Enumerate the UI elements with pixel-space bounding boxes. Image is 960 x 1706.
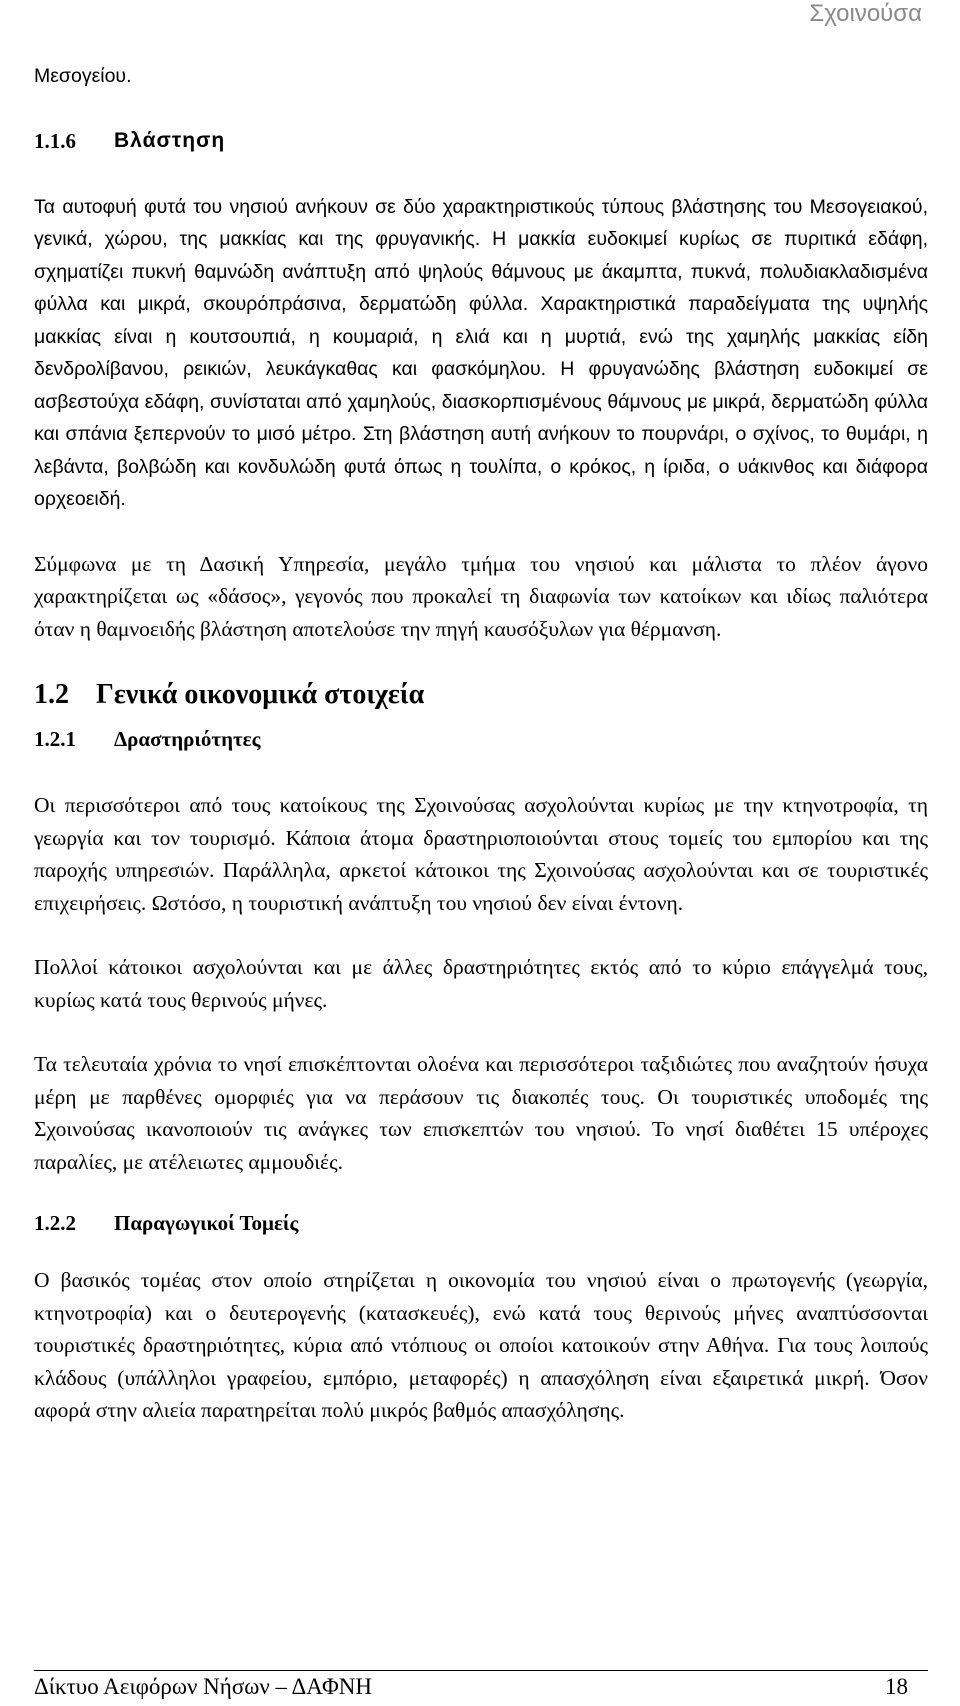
heading-title: Παραγωγικοί Τομείς — [114, 1211, 299, 1235]
document-body — [34, 60, 928, 1427]
heading-title: Γενικά οικονομικά στοιχεία — [96, 679, 425, 710]
footer-divider — [34, 1670, 928, 1671]
footer-network-name: Δίκτυο Αειφόρων Νήσων – ΔΑΦΝΗ — [34, 1674, 372, 1699]
running-header-title: Σχοινούσα — [809, 0, 922, 27]
heading-title: Δραστηριότητες — [114, 727, 261, 751]
top-fragment: Μεσογείου. — [34, 65, 132, 87]
heading-1-2 — [34, 678, 928, 712]
page-footer — [34, 1672, 908, 1702]
heading-title: Βλάστηση — [114, 128, 226, 152]
page-number: 18 — [885, 1674, 908, 1699]
paragraph-production-1: Ο βασικός τομέας στον οποίο στηρίζεται η οικονομία του νησιού είναι ο πρωτογενής (γεωργία, κτηνοτροφία) και ο δευτερογενής (κατασκευές), ενώ κατά τους θερινούς μήνες αναπτύσσονται τουριστικές δραστηριότητες, κύρια από ντόπιους οι οποίοι κατοικούν στην Αθήνα. Για τους λοιπούς κλάδους (υπάλληλοι γραφείου, εμπόριο, μεταφορές) η απασχόληση είναι εξαιρετικά μικρή. Όσον αφορά στην αλιεία παρατηρείται πολύ μικρός βαθμός απασχόλησης. — [34, 1268, 928, 1422]
paragraph-vegetation-2: Σύμφωνα με τη Δασική Υπηρεσία, μεγάλο τμήμα του νησιού και μάλιστα το πλέον άγονο χαρακτηρίζεται ως «δάσος», γεγονός που προκαλεί τη διαφωνία των κατοίκων και ιδίως παλιότερα όταν η θαμνοειδής βλάστηση αποτελούσε την πηγή καυσόξυλων για θέρμανση. — [34, 551, 928, 641]
heading-1-1-6 — [34, 126, 928, 156]
paragraph-activities-2: Πολλοί κάτοικοι ασχολούνται και με άλλες δραστηριότητες εκτός από το κύριο επάγγελμά τους, κυρίως κατά τους θερινούς μήνες. — [34, 955, 928, 1012]
heading-number: 1.2 — [34, 679, 69, 710]
paragraph-activities-1: Οι περισσότεροι από τους κατοίκους της Σχοινούσας ασχολούνται κυρίως με την κτηνοτροφία, τη γεωργία και τον τουρισμό. Κάποια άτομα δραστηριοποιούνται στους τομείς του εμπορίου και της παροχής υπηρεσιών. Παράλληλα, αρκετοί κάτοικοι της Σχοινούσας ασχολούνται και σε τουριστικές επιχειρήσεις. Ωστόσο, η τουριστική ανάπτυξη του νησιού δεν είναι έντονη. — [34, 793, 928, 915]
heading-1-2-1 — [34, 724, 928, 754]
heading-number: 1.1.6 — [34, 128, 76, 153]
heading-1-2-2 — [34, 1208, 928, 1238]
paragraph-vegetation-1: Τα αυτοφυή φυτά του νησιού ανήκουν σε δύο χαρακτηριστικούς τύπους βλάστησης του Μεσογειακού, γενικά, χώρου, της μακκίας και της φρυγανικής. Η μακκία ευδοκιμεί κυρίως σε πυριτικά εδάφη, σχηματίζει πυκνή θαμνώδη ανάπτυξη από ψηλούς θάμνους με άκαμπτα, πυκνά, πολυδιακλαδισμένα φύλλα και μικρά, σκουρόπράσινα, δερματώδη φύλλα. Χαρακτηριστικά παραδείγματα της υψηλής μακκίας είναι η κουτσουπιά, η κουμαριά, η ελιά και η μυρτιά, ενώ της χαμηλής μακκίας είδη δενδρολίβανου, ρεικιών, λευκάγκαθας και φασκόμηλου. Η φρυγανώδης βλάστηση ευδοκιμεί σε ασβεστούχα εδάφη, συνίσταται από χαμηλούς, διασκορπισμένους θάμνους με μικρά, δερματώδη φύλλα και σπάνια ξεπερνούν το μισό μέτρο. Στη βλάστηση αυτή ανήκουν το πουρνάρι, ο σχίνος, το θυμάρι, η λεβάντα, βολβώδη και κονδυλώδη φυτά όπως η τουλίπα, ο κρόκος, η ίριδα, ο υάκινθος και διάφορα ορχεοειδή. — [34, 195, 928, 510]
heading-number: 1.2.2 — [34, 1211, 76, 1235]
heading-number: 1.2.1 — [34, 727, 76, 751]
paragraph-activities-3: Τα τελευταία χρόνια το νησί επισκέπτονται ολοένα και περισσότεροι ταξιδιώτες που αναζητούν ήσυχα μέρη με παρθένες ομορφιές για να περάσουν τις διακοπές τους. Οι τουριστικές υποδομές της Σχοινούσας ικανοποιούν τις ανάγκες των επισκεπτών του νησιού. Το νησί διαθέτει 15 υπέροχες παραλίες, με ατέλειωτες αμμουδιές. — [34, 1052, 928, 1174]
